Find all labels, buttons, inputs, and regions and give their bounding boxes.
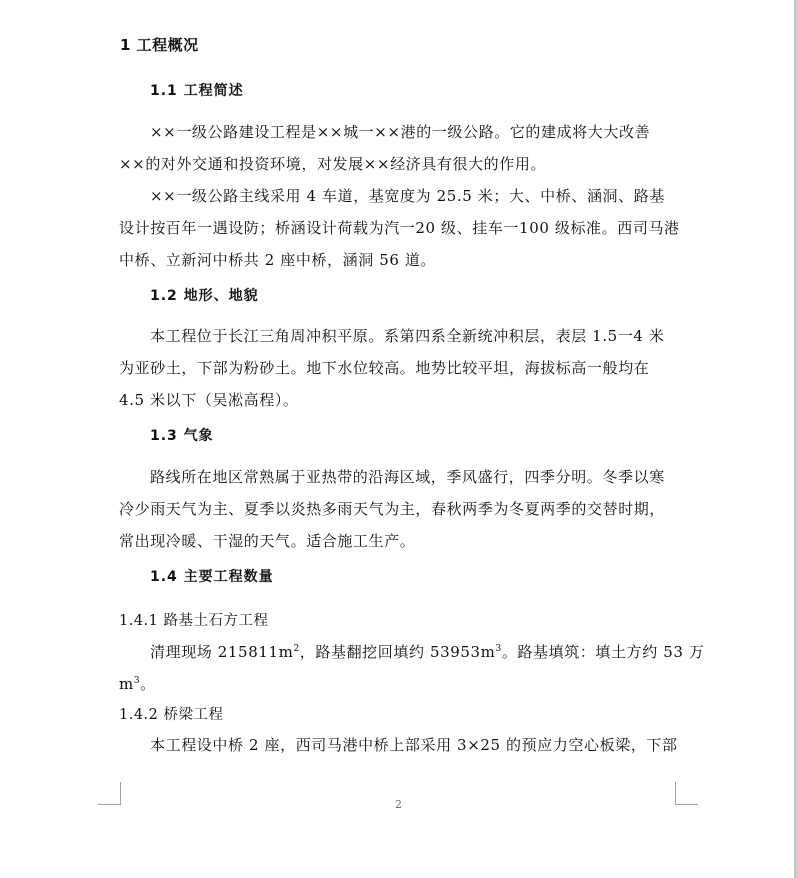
paragraph-1-1-a bbox=[119, 116, 675, 180]
text-line: 本工程设中桥 2 座，西司马港中桥上部采用 3×25 的预应力空心板梁，下部 bbox=[150, 736, 678, 754]
heading-1-1: 1.1 工程简述 bbox=[150, 83, 244, 99]
text-span: m bbox=[119, 675, 134, 693]
text-span: ，路基翻挖回填约 53953m bbox=[299, 643, 496, 661]
text-line: 4.5 米以下（吴凇高程）。 bbox=[119, 391, 299, 409]
paragraph-1-1-b bbox=[119, 180, 680, 276]
heading-1-4: 1.4 主要工程数量 bbox=[150, 569, 274, 585]
text-span: 。 bbox=[140, 675, 156, 693]
heading-1-4-1: 1.4.1 路基土石方工程 bbox=[119, 613, 269, 629]
text-line bbox=[119, 668, 675, 700]
text-line: ××一级公路建设工程是××城一××港的一级公路。它的建成将大大改善 bbox=[150, 123, 651, 141]
text-line: 本工程位于长江三角周冲积平原。系第四系全新统冲积层，表层 1.5一4 米 bbox=[150, 327, 665, 345]
text-line: 中桥、立新河中桥共 2 座中桥，涵洞 56 道。 bbox=[119, 251, 437, 269]
superscript: 3 bbox=[495, 644, 502, 654]
superscript: 2 bbox=[293, 644, 300, 654]
heading-1-2: 1.2 地形、地貌 bbox=[150, 288, 259, 304]
heading-1-project-overview: 1 工程概况 bbox=[120, 36, 199, 54]
text-line: 冷少雨天气为主、夏季以炎热多雨天气为主，春秋两季为冬夏两季的交替时期， bbox=[119, 500, 666, 518]
text-span: 清理现场 215811m bbox=[150, 643, 294, 661]
paragraph-1-3 bbox=[119, 461, 675, 557]
heading-1-3: 1.3 气象 bbox=[150, 428, 214, 444]
text-line: 路线所在地区常熟属于亚热带的沿海区域，季风盛行，四季分明。冬季以寒 bbox=[150, 468, 665, 486]
text-span: 。路基填筑：填土方约 53 万 bbox=[501, 643, 705, 661]
page-number: 2 bbox=[395, 798, 402, 811]
text-line: 为亚砂土，下部为粉砂土。地下水位较高。地势比较平坦，海拔标高一般均在 bbox=[119, 359, 650, 377]
paragraph-1-4-2 bbox=[119, 729, 678, 761]
text-line: ××的对外交通和投资环境，对发展××经济具有很大的作用。 bbox=[119, 155, 547, 173]
superscript: 3 bbox=[133, 676, 141, 686]
paragraph-1-4-1 bbox=[119, 636, 705, 700]
text-line bbox=[119, 636, 705, 668]
text-line: 常出现冷暖、干湿的天气。适合施工生产。 bbox=[119, 532, 416, 550]
text-line: ××一级公路主线采用 4 车道，基宽度为 25.5 米；大、中桥、涵洞、路基 bbox=[150, 187, 665, 205]
text-line: 设计按百年一遇设防；桥涵设计荷载为汽一20 级、挂车一100 级标准。西司马港 bbox=[119, 219, 680, 237]
heading-1-4-2: 1.4.2 桥梁工程 bbox=[119, 707, 224, 723]
paragraph-1-2 bbox=[119, 320, 675, 416]
